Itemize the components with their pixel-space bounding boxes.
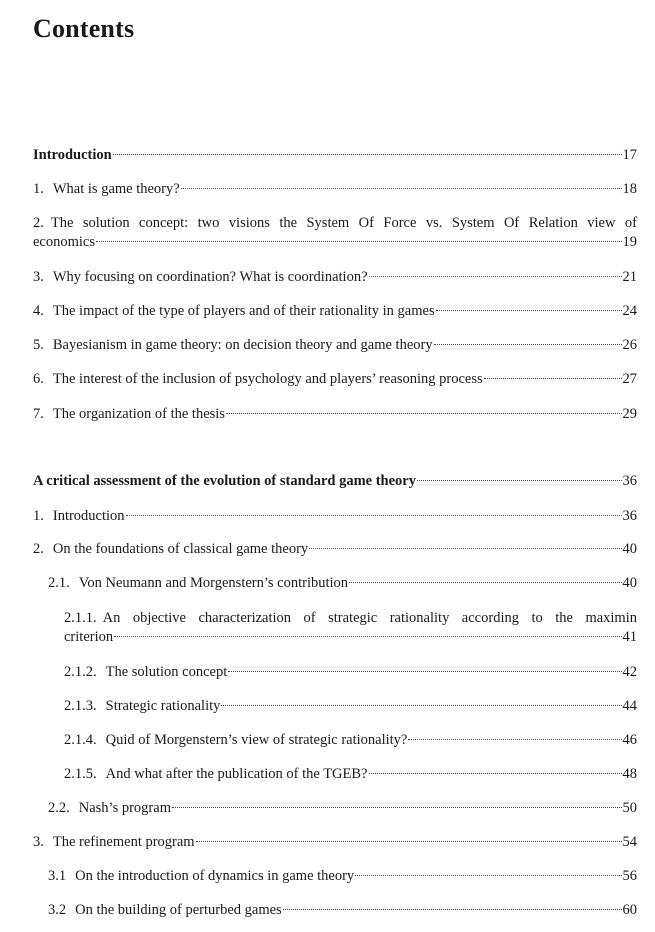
toc-page-number: 18 [622,181,637,197]
toc-entry-text: Bayesianism in game theory: on decision theory and game theory [52,337,433,353]
toc-entry[interactable] [64,764,637,784]
toc-page-number: 40 [622,541,637,557]
toc-entry-number: 2.1.2. [64,664,97,680]
toc-entry-text-line2: criterion [64,629,114,645]
toc-entry-number: 6. [33,371,44,387]
dot-leader [96,241,621,242]
toc-entry[interactable] [33,267,637,287]
toc-entry[interactable] [48,866,637,886]
dot-leader [349,582,621,583]
toc-entry-text-line1: The solution concept: two visions the System Of Force vs. System Of Relation view of [50,215,637,231]
toc-page-number: 36 [622,508,637,524]
dot-leader [369,276,622,277]
dot-leader [226,413,622,414]
toc-heading-critical-assessment[interactable] [33,471,637,491]
toc-entry[interactable] [33,213,637,252]
toc-entry-text: The interest of the inclusion of psychology and players’ reasoning process [52,371,483,387]
toc-entry-text-line1: An objective characterization of strategic rationality according to the maximin [102,610,637,626]
toc-page-number: 17 [622,147,637,163]
toc-page-number: 56 [622,868,637,884]
dot-leader [369,773,622,774]
dot-leader [196,841,622,842]
toc-entry[interactable] [48,798,637,818]
dot-leader [434,344,622,345]
toc-entry-text: Strategic rationality [105,698,221,714]
toc-page-number: 50 [622,800,637,816]
toc-page-number: 40 [622,575,637,591]
toc-page-number: 60 [622,902,637,918]
dot-leader [309,548,621,549]
toc-page-number: 46 [622,732,637,748]
dot-leader [417,480,622,481]
toc-page-number: 19 [622,234,637,250]
toc-entry-number: 2.1. [48,575,70,591]
toc-entry[interactable] [64,696,637,716]
toc-page-number: 42 [622,664,637,680]
toc-entry-text: On the introduction of dynamics in game theory [75,868,355,884]
toc-entry-text: Nash’s program [78,800,171,816]
toc-page-number: 29 [622,406,637,422]
dot-leader [113,154,622,155]
toc-entry[interactable] [33,369,637,389]
toc-page-number: 27 [622,371,637,387]
toc-entry-text: The impact of the type of players and of their rationality in games [52,303,435,319]
toc-entry-number: 3.1 [48,868,67,884]
toc-entry-number: 3.2 [48,902,67,918]
toc-entry[interactable] [64,608,637,647]
toc-entry[interactable] [33,832,637,852]
toc-entry[interactable] [33,506,637,526]
dot-leader [126,515,622,516]
toc-entry[interactable] [33,404,637,424]
toc-entry-text-line2: economics [33,234,96,250]
toc-entry-text: Quid of Morgenstern’s view of strategic rationality? [105,732,408,748]
toc-heading-text: A critical assessment of the evolution of standard game theory [33,473,416,489]
toc-entry[interactable] [64,662,637,682]
toc-entry-text: On the foundations of classical game theory [52,541,309,557]
dot-leader [408,739,621,740]
toc-entry[interactable] [48,900,637,920]
dot-leader [221,705,621,706]
dot-leader [172,807,622,808]
toc-entry-number: 2. [33,541,44,557]
dot-leader [436,310,622,311]
dot-leader [228,671,621,672]
toc-entry-text: Why focusing on coordination? What is coordination? [52,269,368,285]
toc-entry[interactable] [33,301,637,321]
toc-entry-number: 2.1.4. [64,732,97,748]
toc-entry-number: 2. [33,215,44,231]
toc-page-number: 24 [622,303,637,319]
toc-entry[interactable] [33,539,637,559]
toc-heading-introduction[interactable] [33,145,637,165]
dot-leader [484,378,622,379]
toc-entry-number: 5. [33,337,44,353]
toc-entry-number: 1. [33,508,44,524]
toc-entry[interactable] [64,730,637,750]
toc-entry[interactable] [33,335,637,355]
toc-entry[interactable] [33,179,637,199]
toc-entry-number: 3. [33,269,44,285]
dot-leader [283,909,622,910]
page-title: Contents [33,14,135,43]
toc-page-number: 54 [622,834,637,850]
dot-leader [181,188,622,189]
toc-entry-text: The solution concept [105,664,228,680]
toc-entry-text: Von Neumann and Morgenstern’s contribution [78,575,349,591]
toc-entry-number: 3. [33,834,44,850]
toc-page-number: 26 [622,337,637,353]
toc-page-number: 44 [622,698,637,714]
toc-entry-text: What is game theory? [52,181,180,197]
toc-entry-number: 2.1.5. [64,766,97,782]
dot-leader [114,636,621,637]
toc-entry-number: 2.1.3. [64,698,97,714]
toc-entry-number: 7. [33,406,44,422]
toc-entry-number: 2.2. [48,800,70,816]
toc-entry-text: On the building of perturbed games [75,902,282,918]
toc-page-number: 48 [622,766,637,782]
toc-page-number: 41 [622,629,637,645]
toc-entry-number: 2.1.1. [64,610,97,626]
toc-page-number: 36 [622,473,637,489]
toc-entry-text: And what after the publication of the TGEB? [105,766,368,782]
toc-entry-number: 1. [33,181,44,197]
toc-entry[interactable] [48,573,637,593]
toc-entry-number: 4. [33,303,44,319]
toc-entry-text: The refinement program [52,834,195,850]
toc-heading-text: Introduction [33,147,112,163]
toc-entry-text: Introduction [52,508,125,524]
toc-entry-text: The organization of the thesis [52,406,225,422]
dot-leader [355,875,621,876]
toc-page-number: 21 [622,269,637,285]
